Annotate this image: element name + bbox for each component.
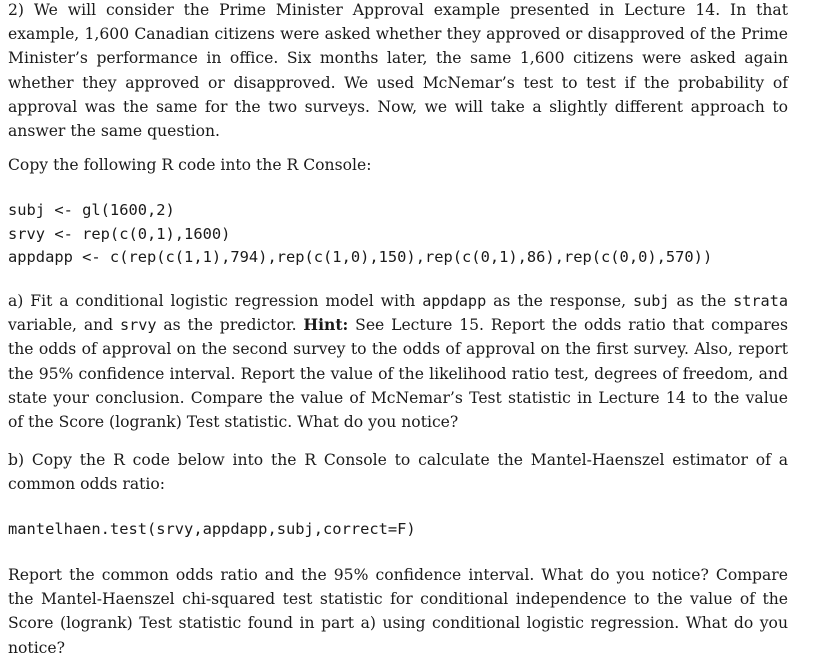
- code-line: srvy <- rep(c(0,1),1600): [8, 224, 231, 243]
- part-b-followup: Report the common odds ratio and the 95% confidence interval. What do you notice? Compare the Mantel-Haenszel chi-squared test statistic for conditional independence to the value of the Score (logrank) Test statistic found in part a) using conditional logistic regression. What do you notice?: [8, 566, 788, 657]
- code-line: subj <- gl(1600,2): [8, 201, 175, 219]
- part-a-text: as the: [669, 292, 734, 310]
- part-a-paragraph: [8, 289, 788, 434]
- part-a-text: as the predictor.: [156, 316, 304, 335]
- mantelhaen-code: mantelhaen.test(srvy,appdapp,subj,correct=F): [8, 520, 416, 538]
- r-code-block: [8, 199, 798, 270]
- part-a-text: See Lecture 15. Report the odds ratio that compares the odds of approval on the second survey to the odds of approval on the first survey. Also, report the 95% confidence interval. Report the value of the likelihood ratio test, degrees of freedom, and state your conclusion. Compare the value of McNemar’s Test statistic in Lecture 14 to the value of the Score (logrank) Test statistic. What do you notice?: [8, 316, 788, 432]
- part-a-text: a) Fit a conditional logistic regression model with: [8, 292, 423, 310]
- inline-code-subj: subj: [632, 292, 670, 310]
- hint-label: Hint:: [303, 315, 349, 335]
- code-line: appdapp <- c(rep(c(1,1),794),rep(c(1,0),150),rep(c(0,1),86),rep(c(0,0),570)): [8, 248, 713, 266]
- part-b-paragraph: b) Copy the R code below into the R Console to calculate the Mantel-Haenszel estimator of a common odds ratio:: [8, 451, 788, 494]
- inline-code-appdapp: appdapp: [422, 292, 487, 310]
- inline-code-srvy: srvy: [119, 316, 157, 335]
- inline-code-strata: strata: [733, 292, 788, 310]
- part-a-text: as the response,: [486, 292, 633, 310]
- copy-instruction: Copy the following R code into the R Console:: [8, 156, 372, 174]
- part-a-text: variable, and: [8, 316, 120, 335]
- intro-paragraph: 2) We will consider the Prime Minister Approval example presented in Lecture 14. In that example, 1,600 Canadian citizens were asked whether they approved or disapproved of the Prime Minister’s performance in office. Six months later, the same 1,600 citizens were asked again whether they approved or disapproved. We used McNemar’s test to test if the probability of approval was the same for the two surveys. Now, we will take a slightly different approach to answer the same question.: [8, 1, 788, 141]
